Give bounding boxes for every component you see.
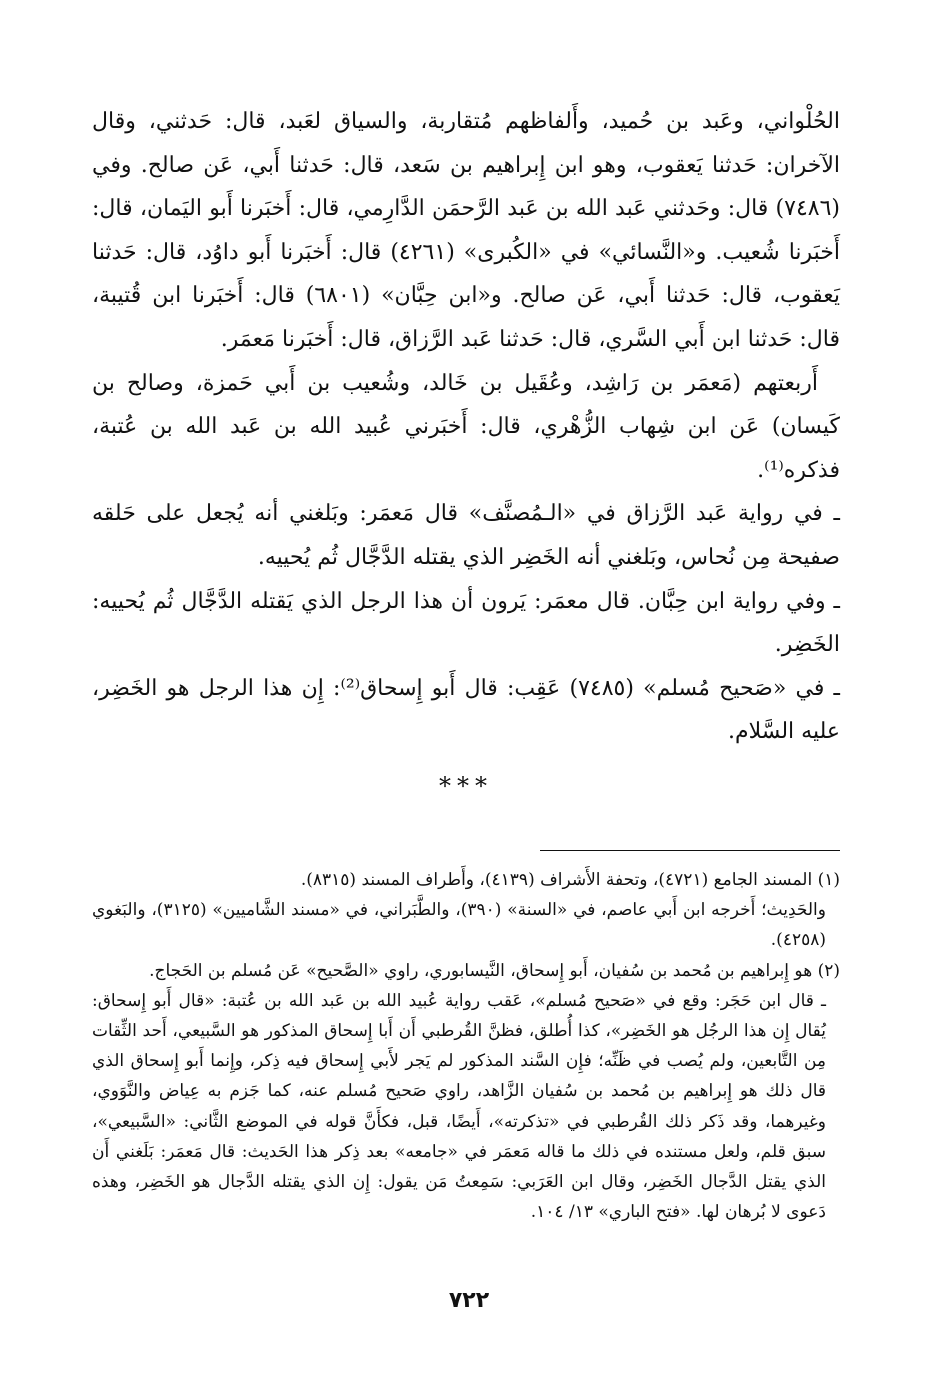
paragraph-abdurrazzaq-note: ـ في رواية عَبد الرَّزاق في «الـمُصنَّف» قال مَعمَر: وبَلغني أنه يُجعل على حَلقه صفيحة مِن نُحاس، وبَلغني أنه الخَضِر الذي يقتله الدَّجَّال ثُم يُحييه. bbox=[92, 501, 840, 570]
footnote-1: (١) المسند الجامع (٤٧٢١)، وتحفة الأَشراف (٤١٣٩)، وأَطراف المسند (٨٣١٥). bbox=[300, 869, 840, 890]
footnote-2-continuation: ـ قال ابن حَجَر: وقع في «صَحيح مُسلم»، عَقب رواية عُبيد الله بن عَبد الله بن عُتبة: «قال أَبو إِسحاق: يُقال إِن هذا الرجُل هو الخَضِر»، كذا أُطلق، فظنَّ القُرطبي أَن أَبا إِسحاق المذكور هو السَّبيعي، أَحد الثِّقات مِن التَّابعين، ولم يُصب في ظَنِّه؛ فإِن السَّند المذكور لم يَجر لأَبي إِسحاق فيه ذِكر، وإِنما أَبو إِسحاق الذي قال ذلك هو إِبراهيم بن مُحمد بن سُفيان الزَّاهد، راوي صَحيح مُسلم عنه، كما جَزم به عِياض والنَّوَوي، وغيرهما، وقد ذَكر ذلك القُرطبي في «تذكرته»، أَيضًا، قبل، فكأَنَّ قوله في الموضع الثَّاني: «السَّبيعي»، سبق قلم، ولعل مستنده في ذلك ما قاله مَعمَر في «جامعه» بعد ذِكر هذا الحَديث: قال مَعمَر: بَلَغني أَن الذي يقتل الدَّجال الخَضِر، وقال ابن العَرَبي: سَمِعتُ مَن يقول: إِن الذي يقتله الدَّجال هو الخَضِر، وهذه دَعوى لا بُرهان لها. «فتح الباري» ١٣/ ١٠٤. bbox=[92, 990, 826, 1223]
footnote-divider bbox=[540, 850, 840, 851]
main-text bbox=[92, 100, 840, 754]
footnotes bbox=[92, 865, 840, 1227]
paragraph-ibn-hibban-note: ـ وفي رواية ابن حِبَّان. قال معمَر: يَرون أن هذا الرجل الذي يَقتله الدَّجَّال ثُم يُحييه: الخَضِر. bbox=[92, 588, 840, 658]
paragraph-four-narrators: أَربعتهم (مَعمَر بن رَاشِد، وعُقَيل بن خَالد، وشُعيب بن أَبي حَمزة، وصالح بن كَيسان) عَن ابن شِهاب الزُّهْري، قال: أَخبَرني عُبيد الله بن عَبد الله بن عُتبة، فذكره⁽¹⁾. bbox=[92, 370, 841, 483]
footnote-1-continuation: والحَدِيث؛ أَخرجه ابن أَبي عاصم، في «السنة» (٣٩٠)، والطَّبَراني، في «مسند الشَّاميين» (٣١٢٥)، والبَغوي (٤٢٥٨). bbox=[92, 900, 826, 951]
page-number: ٧٢٢ bbox=[448, 1288, 490, 1313]
paragraph-chain: الحُلْواني، وعَبد بن حُميد، وأَلفاظهم مُتقاربة، والسياق لعَبد، قال: حَدثني، وقال الآخران: حَدثنا يَعقوب، وهو ابن إِبراهيم بن سَعد، قال: حَدثنا أَبي، عَن صالح. وفي (٧٤٨٦) قال: وحَدثني عَبد الله بن عَبد الرَّحمَن الدَّارِمي، قال: أَخبَرنا أَبو اليَمان، قال: أَخبَرنا شُعيب. و«النَّسائي» في «الكُبرى» (٤٢٦١) قال: أَخبَرنا أَبو داوُد، قال: حَدثنا يَعقوب، قال: حَدثنا أَبي، عَن صالح. و«ابن حِبَّان» (٦٨٠١) قال: أَخبَرنا ابن قُتيبة، قال: حَدثنا ابن أَبي السَّري، قال: حَدثنا عَبد الرَّزاق، قال: أَخبَرنا مَعمَر. bbox=[92, 109, 841, 352]
page-body bbox=[92, 100, 840, 1227]
section-separator: *** bbox=[439, 771, 493, 800]
paragraph-sahih-muslim-note: ـ في «صَحيح مُسلم» (٧٤٨٥) عَقِب: قال أَبو إِسحاق⁽²⁾: إِن هذا الرجل هو الخَضِر، عليه السَّلام. bbox=[92, 675, 840, 745]
footnote-2: (٢) هو إِبراهيم بن مُحمد بن سُفيان، أَبو إِسحاق، النَّيسابوري، راوي «الصَّحيح» عَن مُسلم بن الحَجاج. bbox=[149, 960, 840, 981]
